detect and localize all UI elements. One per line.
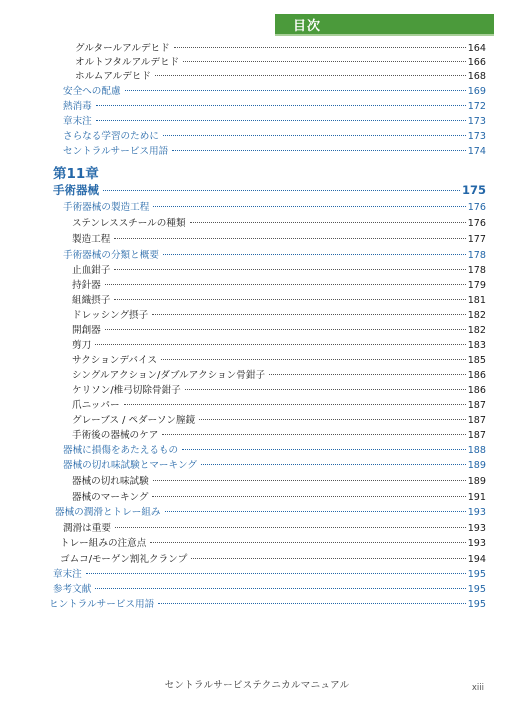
toc-entry-page: 194 [467,554,486,565]
toc-entry-page: 186 [467,385,486,396]
toc-entry-page: 195 [467,599,486,610]
page-number: xiii [471,683,484,693]
toc-entry [72,324,486,337]
toc-entry-page: 187 [467,415,486,426]
toc-entry-title: 熱消毒 [63,101,92,112]
dot-leader [114,269,465,270]
toc-entry [72,369,486,382]
toc-entry-page: 168 [467,71,486,82]
dot-leader [190,222,466,223]
toc-entry-title: 持針器 [72,280,101,291]
toc-entry-title: ステンレススチールの種類 [72,218,186,229]
dot-leader [163,254,466,255]
toc-entry [72,309,486,322]
dot-leader [95,588,465,589]
toc-entry-page: 195 [467,584,486,595]
toc-entry-page: 187 [467,430,486,441]
toc-entry-page: 188 [467,445,486,456]
dot-leader [162,434,465,435]
toc-entry-title: 安全への配慮 [63,86,121,97]
toc-entry-page: 195 [467,569,486,580]
toc-entry-title: グルタールアルデヒド [75,43,170,54]
dot-leader [150,542,465,543]
toc-entry [63,130,486,143]
toc-entry-page: 183 [467,340,486,351]
toc-entry-page: 191 [467,492,486,503]
toc-entry [75,70,486,83]
toc-entry-title: 止血鉗子 [72,265,111,276]
dot-leader [86,573,466,574]
dot-leader [125,90,466,91]
dot-leader [163,135,466,136]
toc-entry-page: 175 [461,183,486,197]
toc-entry-page: 176 [467,218,486,229]
toc-entry-page: 185 [467,355,486,366]
toc-entry [53,583,486,596]
toc-entry-page: 176 [467,202,486,213]
toc-entry-page: 186 [467,370,486,381]
toc-entry [72,414,486,427]
toc-entry [72,429,486,442]
toc-entry-title: ケリソン/椎弓切除骨鉗子 [72,385,181,396]
toc-entry-page: 178 [467,265,486,276]
toc-entry [72,399,486,412]
dot-leader [115,527,466,528]
toc-entry [53,183,486,198]
toc-entry-title: さらなる学習のために [63,131,159,142]
toc-entry [63,249,486,262]
toc-entry-page: 164 [467,43,486,54]
toc-entry [72,339,486,352]
toc-entry [72,475,486,488]
toc-entry [72,354,486,367]
toc-entry-title: 器械の切れ味試験 [72,476,149,487]
dot-leader [161,359,466,360]
toc-entry [63,459,486,472]
toc-entry [63,100,486,113]
toc-entry [60,537,486,550]
dot-leader [96,120,466,121]
toc-entry-title: ホルムアルデヒド [75,71,151,82]
toc-entry [49,598,486,611]
dot-leader [153,206,465,207]
toc-entry-page: 189 [467,476,486,487]
dot-leader [174,47,466,48]
toc-entry-page: 193 [467,507,486,518]
toc-entry-title: 器械のマーキング [72,492,149,503]
toc-entry-title: 章末注 [53,569,82,580]
book-title-footer: セントラルサービステクニカルマニュアル [164,680,350,691]
toc-entry-title: 手術器械 [53,183,99,197]
toc-entry-title: 手術後の器械のケア [72,430,159,441]
dot-leader [105,329,466,330]
dot-leader [152,496,465,497]
toc-entry [55,506,486,519]
toc-entry-page: 182 [467,325,486,336]
dot-leader [201,464,466,465]
toc-entry-page: 193 [467,538,486,549]
toc-entry [53,568,486,581]
dot-leader [199,419,465,420]
toc-entry-page: 187 [467,400,486,411]
toc-entry-title: 開創器 [72,325,101,336]
toc-entry-page: 182 [467,310,486,321]
toc-entry [72,217,486,230]
dot-leader [103,190,460,191]
toc-entry-title: サクションデバイス [72,355,158,366]
dot-leader [96,105,466,106]
dot-leader [185,389,466,390]
dot-leader [269,374,466,375]
toc-entry-title: オルトフタルアルデヒド [75,57,180,68]
toc-entry-title: 潤滑は重要 [63,523,111,534]
toc-entry [63,201,486,214]
toc-entry-title: 器械の潤滑とトレー組み [55,507,161,518]
dot-leader [153,480,466,481]
toc-entry-page: 181 [467,295,486,306]
toc-entry-page: 173 [467,131,486,142]
toc-entry-title: シングルアクション/ダブルアクション骨鉗子 [72,370,266,381]
toc-entry [72,491,486,504]
toc-entry-page: 179 [467,280,486,291]
toc-entry-title: 剪刀 [72,340,92,351]
toc-entry-title: ドレッシング摂子 [72,310,149,321]
toc-entry [63,115,486,128]
toc-entry [75,42,486,55]
toc-entry-page: 173 [467,116,486,127]
toc-entry [72,264,486,277]
toc-entry-title: 章末注 [63,116,92,127]
toc-entry-title: グレーブス / ペダーソン膣鏡 [72,415,196,426]
chapter-heading: 第11章 [53,166,99,182]
toc-entry-title: セントラルサービス用語 [63,146,169,157]
dot-leader [172,150,465,151]
toc-entry-title: ゴムコ/モーゲン割礼クランプ [60,554,188,565]
dot-leader [152,314,465,315]
toc-entry [63,85,486,98]
toc-entry-page: 169 [467,86,486,97]
dot-leader [183,61,466,62]
dot-leader [114,238,465,239]
toc-entry-page: 166 [467,57,486,68]
dot-leader [191,558,465,559]
toc-entry-title: 器械に損傷をあたえるもの [63,445,179,456]
toc-entry-page: 172 [467,101,486,112]
dot-leader [105,284,466,285]
toc-entry [63,444,486,457]
toc-entry [60,553,486,566]
toc-entry-title: 爪ニッパー [72,400,120,411]
toc-entry-title: 参考文献 [53,584,92,595]
toc-entry-page: 189 [467,460,486,471]
toc-entry [75,56,486,69]
toc-entry-title: 手術器械の分類と概要 [63,250,159,261]
dot-leader [95,344,466,345]
dot-leader [155,75,466,76]
toc-entry [72,294,486,307]
dot-leader [165,511,466,512]
toc-entry [72,233,486,246]
dot-leader [182,449,466,450]
dot-leader [124,404,466,405]
toc-entry-title: 組織摂子 [72,295,111,306]
toc-entry-title: 手術器械の製造工程 [63,202,150,213]
toc-entry-title: トレー組みの注意点 [60,538,147,549]
toc-entry-title: 製造工程 [72,234,111,245]
toc-entry [72,279,486,292]
toc-entry [63,145,486,158]
toc-entry-title: 器械の切れ味試験とマーキング [63,460,198,471]
toc-entry-page: 174 [467,146,486,157]
toc-entry [63,522,486,535]
dot-leader [114,299,465,300]
dot-leader [158,603,465,604]
toc-entry-page: 177 [467,234,486,245]
page-title: 目次 [293,19,322,34]
toc-entry [72,384,486,397]
toc-entry-title: ヒントラルサービス用語 [49,599,155,610]
toc-entry-page: 193 [467,523,486,534]
toc-entry-page: 178 [467,250,486,261]
